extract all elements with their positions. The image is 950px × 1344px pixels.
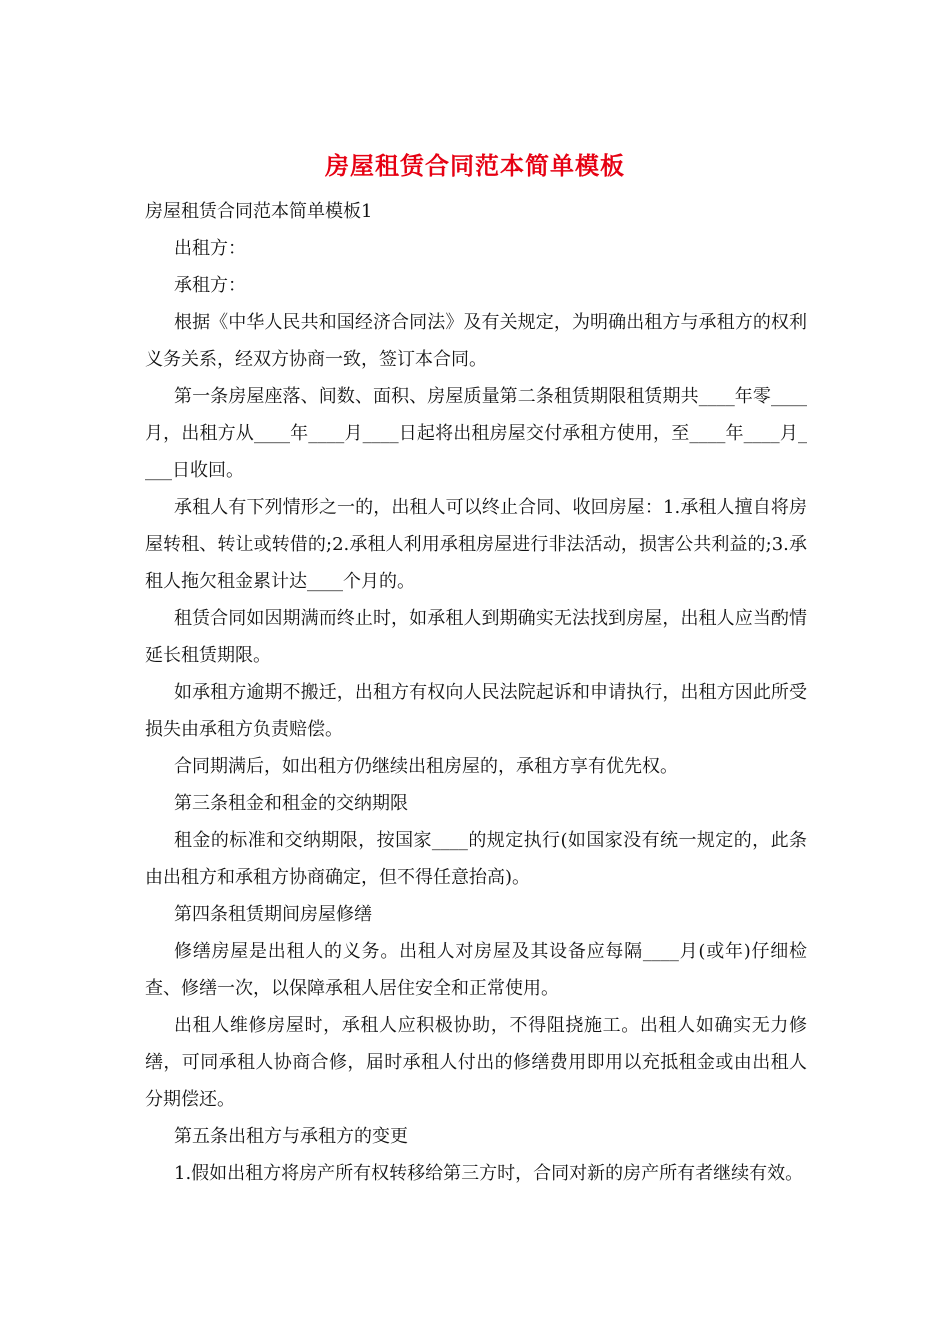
paragraph: 承租人有下列情形之一的，出租人可以终止合同、收回房屋：1.承租人擅自将房屋转租、转让或转借的;2.承租人利用承租房屋进行非法活动，损害公共利益的;3.承租人拖欠租金累计达____个月的。 bbox=[145, 497, 807, 592]
paragraph: 如承租方逾期不搬迁，出租方有权向人民法院起诉和申请执行，出租方因此所受损失由承租方负责赔偿。 bbox=[145, 682, 807, 740]
section-heading: 第三条租金和租金的交纳期限 bbox=[174, 793, 408, 814]
section-heading: 第四条租赁期间房屋修缮 bbox=[174, 904, 372, 925]
paragraph-subtitle: 房屋租赁合同范本简单模板1 bbox=[145, 201, 373, 222]
paragraph: 根据《中华人民共和国经济合同法》及有关规定，为明确出租方与承租方的权利义务关系，经双方协商一致，签订本合同。 bbox=[145, 312, 807, 370]
paragraph: 租金的标准和交纳期限，按国家____的规定执行(如国家没有统一规定的，此条由出租方和承租方协商确定，但不得任意抬高)。 bbox=[145, 830, 807, 888]
paragraph: 租赁合同如因期满而终止时，如承租人到期确实无法找到房屋，出租人应当酌情延长租赁期限。 bbox=[145, 608, 807, 666]
paragraph: 1.假如出租方将房产所有权转移给第三方时，合同对新的房产所有者继续有效。 bbox=[174, 1163, 804, 1184]
document-body bbox=[145, 193, 807, 1192]
paragraph-lessee: 承租方： bbox=[174, 275, 246, 296]
paragraph-lessor: 出租方： bbox=[174, 238, 246, 259]
paragraph: 修缮房屋是出租人的义务。出租人对房屋及其设备应每隔____月(或年)仔细检查、修缮一次，以保障承租人居住安全和正常使用。 bbox=[145, 941, 807, 999]
paragraph: 第一条房屋座落、间数、面积、房屋质量第二条租赁期限租赁期共____年零____月，出租方从____年____月____日起将出租房屋交付承租方使用，至____年____月____日收回。 bbox=[145, 386, 807, 481]
document-title: 房屋租赁合同范本简单模板 bbox=[325, 151, 625, 180]
paragraph: 合同期满后，如出租方仍继续出租房屋的，承租方享有优先权。 bbox=[174, 756, 678, 777]
paragraph: 出租人维修房屋时，承租人应积极协助，不得阻挠施工。出租人如确实无力修缮，可同承租人协商合修，届时承租人付出的修缮费用即用以充抵租金或由出租人分期偿还。 bbox=[145, 1015, 807, 1110]
section-heading: 第五条出租方与承租方的变更 bbox=[174, 1126, 408, 1147]
